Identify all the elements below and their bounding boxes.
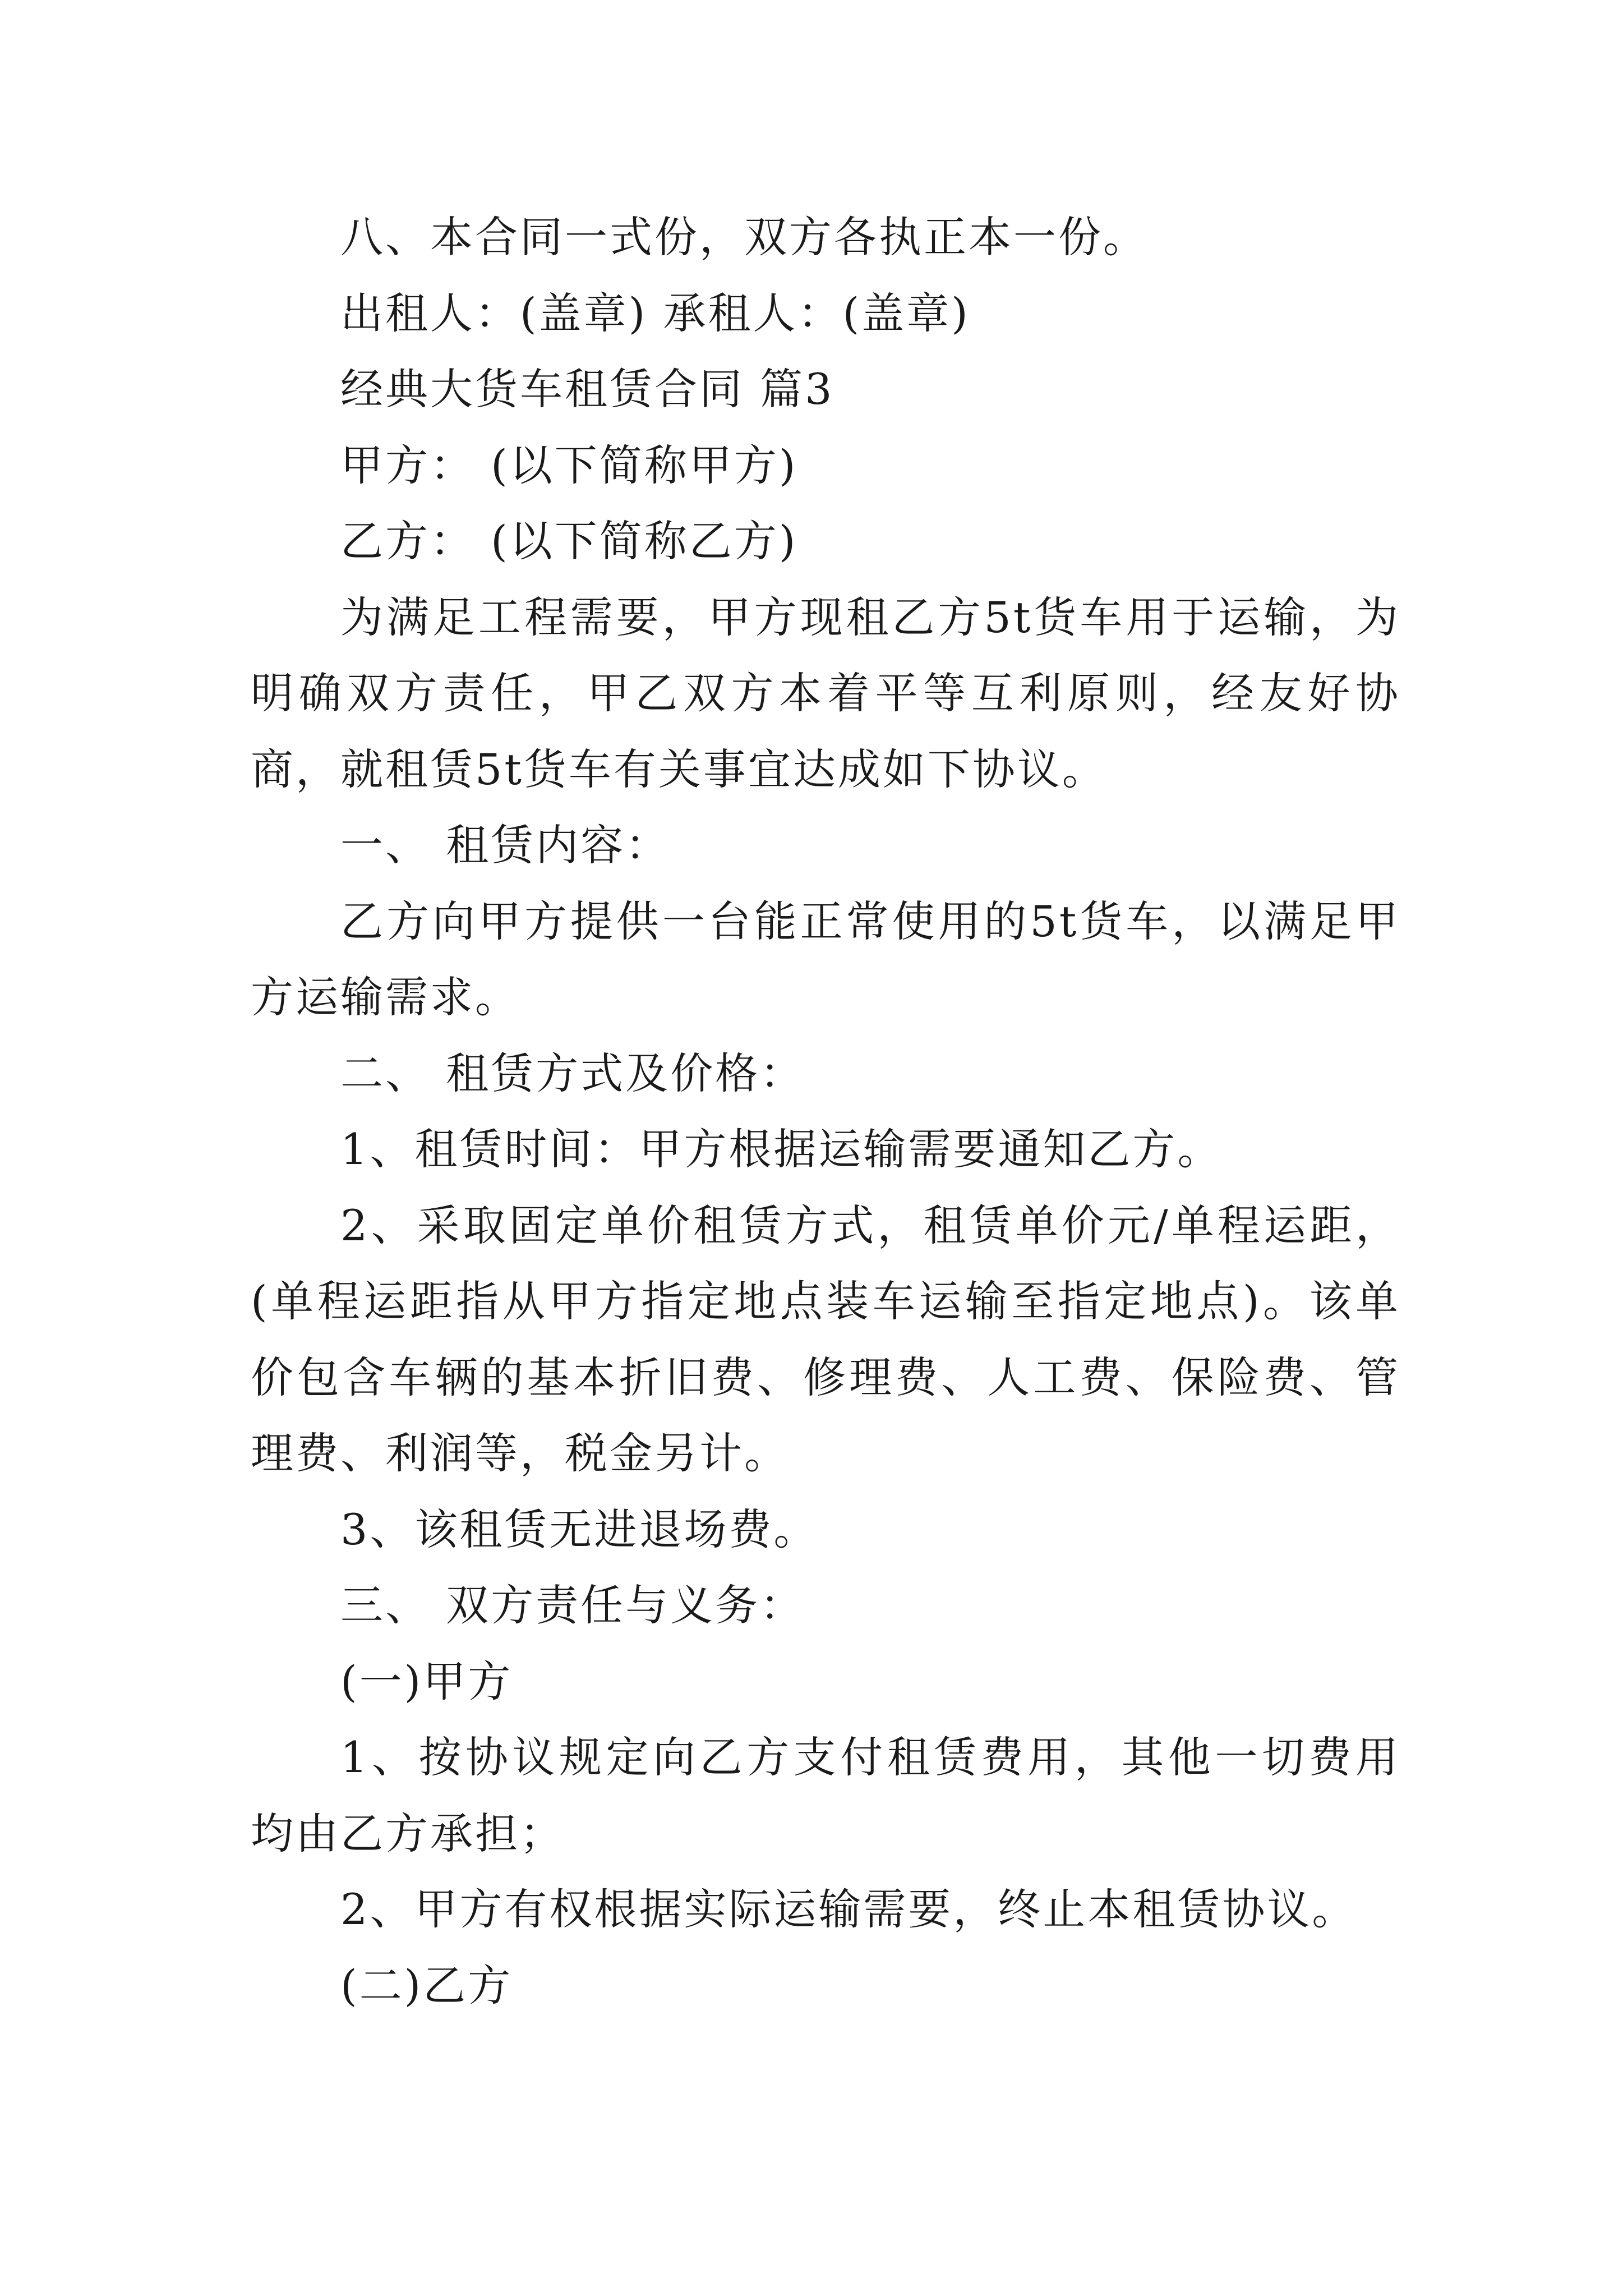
heading-responsibilities: 三、 双方责任与义务： [340, 1580, 805, 1630]
heading-rental-method: 二、 租赁方式及价格： [340, 1048, 805, 1098]
rental-price-item: 2、采取固定单价租赁方式，租赁单价元/单程运距，(单程运距指从甲方指定地点装车运输至指定地点)。该单价包含车辆的基本折旧费、修理费、人工费、保险费、管理费、利润等，税金另计。 [251, 1200, 1400, 1478]
clause-eight: 八、本合同一式份，双方各执正本一份。 [340, 212, 1148, 262]
party-a-line: 甲方： (以下简称甲方) [340, 440, 798, 490]
heading-rental-content: 一、 租赁内容： [340, 820, 671, 870]
signature-line: 出租人：(盖章) 承租人：(盖章) [340, 288, 970, 338]
section-title: 经典大货车租赁合同 篇3 [340, 364, 834, 414]
party-a-duty-two: 2、甲方有权根据实际运输需要，终止本租赁协议。 [340, 1884, 1357, 1934]
subheading-party-b: (二)乙方 [340, 1960, 513, 2010]
party-a-duty-one: 1、按协议规定向乙方支付租赁费用，其他一切费用均由乙方承担； [251, 1732, 1400, 1858]
rental-content-paragraph: 乙方向甲方提供一台能正常使用的5t货车，以满足甲方运输需求。 [251, 896, 1400, 1022]
party-b-line: 乙方： (以下简称乙方) [340, 516, 798, 566]
document-body [251, 199, 1400, 2023]
preamble-paragraph: 为满足工程需要，甲方现租乙方5t货车用于运输，为明确双方责任，甲乙双方本着平等互利原则，经友好协商，就租赁5t货车有关事宜达成如下协议。 [251, 592, 1400, 794]
rental-time-item: 1、租赁时间：甲方根据运输需要通知乙方。 [340, 1124, 1223, 1174]
subheading-party-a: (一)甲方 [340, 1656, 513, 1706]
entry-exit-fee-item: 3、该租赁无进退场费。 [340, 1504, 819, 1554]
